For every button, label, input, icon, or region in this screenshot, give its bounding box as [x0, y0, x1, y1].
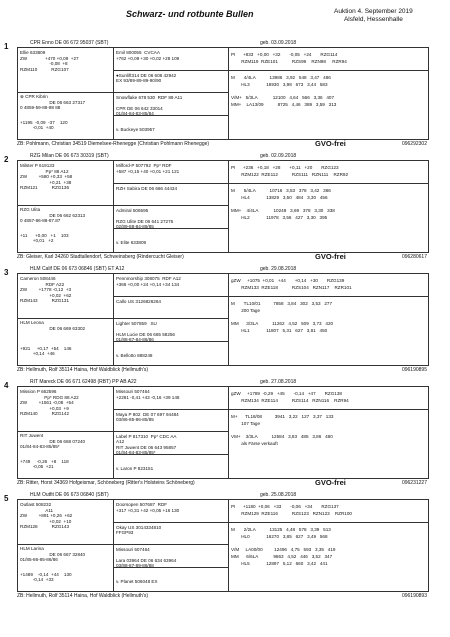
maternal-grand-sire: CPR DE 06 642 33014 01/84-84-83-85/84 — [116, 106, 163, 117]
dam-dam-details: DE 06 669 63302 — [20, 326, 86, 331]
sire-name: Missouri 507464 — [116, 389, 150, 394]
dam-performance: +1195 -0,09 -37 120 -0,01 +40 — [20, 120, 68, 131]
divider — [113, 431, 228, 432]
dam-dam-name: ⊗ CPR Kibrin — [20, 94, 48, 99]
performance-row: M+ TL18/08 3941 3,22 127 3,37 133 — [231, 414, 334, 419]
sire-sire: ●Sunlift314 DE 06 608 42942 EX 93/89-89-89-90/90 — [116, 73, 177, 84]
dam-breeding-values: ZW +470 +0,09 +27 -0,08 +8 RZM110 RZG107 — [20, 56, 79, 72]
performance-row: MM 6/6LA 9863 4,52 446 3,52 347 — [231, 554, 333, 559]
performance-row: 107 Tage — [231, 421, 261, 426]
dam-dam-details: DE 06 663 27317 0 4859-59-88-88 88 — [20, 100, 86, 111]
divider — [113, 544, 228, 545]
performance-row: M 5/4LA 10716 3,53 378 3,42 366 — [231, 188, 331, 193]
lot-number: 4 — [4, 381, 9, 390]
breeder: ZB: Hellmuth, Rolf 35114 Haina, Hof Waldblick (Hellmuth's) — [17, 593, 149, 599]
lot-code: 096292302 — [401, 141, 427, 147]
sire-name: Emil 800055 CVCAA — [116, 50, 160, 55]
sire-dam: Lighter 507859 SU — [116, 321, 157, 326]
dam-name: Milster P 619133 — [20, 163, 55, 168]
breeder: ZB: Hellmuth, Rolf 35114 Haina, Hof Waldblick (Hellmuth's) — [17, 367, 149, 373]
lot-footer — [17, 591, 427, 600]
dam-dam-name: RIT Juwent — [20, 433, 44, 438]
dam-breeding-values: Pp* RDG 88 A22 ZW +1561 -0,08 +54 +0,03 +9 RZM140 RZG142 — [20, 395, 79, 417]
dam-dam-name: RZG Ulita — [20, 207, 41, 212]
lot-number: 2 — [4, 155, 9, 164]
index-row: PI +1180 +0,06 +33 -0,06 +34 RZG137 — [231, 504, 339, 509]
bull-name: HLM Outfit DE 06 673 06840 (SBT) — [30, 492, 109, 498]
divider — [228, 48, 229, 139]
dam-name: Cameron 508446 — [20, 276, 56, 281]
dam-performance: +1489 -0,14 +44 130 -0,14 +33 — [20, 572, 72, 583]
gvo-badge: GVO-frei — [315, 252, 346, 261]
dam-name: Mission P 662596 — [20, 389, 57, 394]
index-row: PI +236 +0,18 +28 +0,11 +20 RZG123 — [231, 165, 339, 170]
index-row-2: RZM122 RZE112 RZS111 RZN111 RZR92 — [231, 172, 349, 177]
birth-date: geb. 02.09.2018 — [260, 153, 297, 159]
index-row: PI +833 +0,00 +32 -0,05 +24 RZG114 — [231, 52, 338, 57]
performance-row: MM+ 4/4LA 10248 3,69 378 3,30 338 — [231, 208, 335, 213]
sire-dam: Missouri 507464 — [116, 547, 150, 552]
lot-entry — [0, 264, 450, 376]
lot-number: 1 — [4, 42, 9, 51]
pedigree-grid — [17, 273, 429, 366]
bull-name: RZG Milan DE 06 673 30319 (SBT) — [30, 153, 109, 159]
index-row-2: RZM129 RZE116 RZS123 RZN123 RZR100 — [231, 511, 352, 516]
divider — [113, 274, 114, 365]
lot-entry — [0, 38, 450, 150]
index-row: gZW +1789 -0,29 +45 -0,14 +47 RZG138 — [231, 391, 342, 396]
sire-name: Doorsopen 507687 RDF — [116, 502, 168, 507]
gvo-badge: GVO-frei — [315, 478, 346, 487]
sire-breeding-values: +762 +0,09 +30 +0,02 +28 109 — [116, 56, 180, 61]
dam-performance: +921 +0,17 +54 146 +0,14 +46 — [20, 346, 72, 357]
lot-footer — [17, 252, 427, 261]
divider — [113, 92, 228, 93]
birth-date: geb. 25.08.2018 — [260, 492, 297, 498]
dam-performance: +11 +0,00 +1 103 +0,01 +2 — [20, 233, 69, 244]
maternal-grand-sire: RZG Ulite DE 06 641 27276 02/89-88-84-89/85 — [116, 219, 174, 230]
sire-dam: Admiral 506595 — [116, 208, 149, 213]
dam-dam-details: DE 06 667 32840 01/85-86-85-86/86 — [20, 552, 86, 563]
maternal-grand-sire-dam: v. Bellotto 888248 — [116, 353, 153, 358]
index-row-2: RZM134 RZE114 RZS114 RZN116 RZR94 — [231, 398, 349, 403]
index-row-2: RZM119 RZE101 RZS99 RZN98 RZR94 — [231, 59, 347, 64]
maternal-grand-sire-dam: v. Planet 506048 EX — [116, 579, 158, 584]
divider — [228, 522, 428, 523]
divider — [113, 522, 228, 523]
maternal-grand-sire-dam: v. Buckeye 503957 — [116, 127, 155, 132]
dam-performance: +749 -0,26 +8 118 -0,05 +21 — [20, 459, 69, 470]
maternal-grand-sire: HLM Lucie DE 06 665 58256 01/88-87-84-86/86 — [116, 332, 175, 343]
index-row-2: RZM133 RZE118 RZS104 RZN117 RZR101 — [231, 285, 352, 290]
divider — [18, 544, 113, 545]
divider — [228, 409, 428, 410]
performance-row: M TL10/01 7858 3,84 302 3,53 277 — [231, 301, 333, 306]
divider — [113, 500, 114, 591]
divider — [228, 500, 229, 591]
sire-breeding-values: +2281 -0,41 +43 -0,16 +39 148 — [116, 395, 180, 400]
sire-sire: Okay US 3014334810 FFGP93 — [116, 525, 162, 536]
divider — [113, 409, 228, 410]
pedigree-grid — [17, 499, 429, 592]
dam-name: Ellie 633809 — [20, 50, 46, 55]
lot-footer — [17, 478, 427, 487]
divider — [228, 183, 428, 184]
performance-row: HL4 13829 3,50 484 3,30 456 — [231, 195, 328, 200]
breeder: ZB: Pohlmann, Christian 34519 Diemelsee-Rhenegge (Christian Pohlmann Rhenegge) — [17, 141, 210, 147]
lot-number: 3 — [4, 268, 9, 277]
performance-row: V/M+ 5/3LA 12100 4,64 566 3,36 407 — [231, 95, 335, 100]
maternal-grand-sire: RIT Juwent DE 06 643 95857 01/84-84-83-85/85* — [116, 445, 177, 456]
divider — [113, 48, 114, 139]
divider — [113, 318, 228, 319]
sire-name: Milford-P 507792 Pp* RDF — [116, 163, 172, 168]
performance-row: V/M LA00/00 12496 4,75 593 3,35 419 — [231, 547, 336, 552]
lot-entry — [0, 151, 450, 263]
birth-date: geb. 27.08.2018 — [260, 379, 297, 385]
lot-code: 096280617 — [401, 254, 427, 260]
divider — [228, 274, 229, 365]
lot-entry — [0, 490, 450, 602]
divider — [18, 431, 113, 432]
pedigree-grid — [17, 160, 429, 253]
performance-row: HL2 11978 3,56 427 3,30 395 — [231, 215, 328, 220]
sire-sire: RZH Sabira DE 06 666 44434 — [116, 186, 178, 191]
performance-row: HL1 11807 5,31 627 3,81 450 — [231, 328, 328, 333]
divider — [228, 387, 229, 478]
dam-breeding-values: A11 ZW +891 +0,26 +62 +0,02 +10 RZM128 RZG143 — [20, 508, 73, 530]
performance-row: MM+ LA13/09 8725 4,46 389 3,59 313 — [231, 102, 337, 107]
performance-row: M 2/2LA 13125 4,48 578 3,39 513 — [231, 527, 331, 532]
lot-footer — [17, 365, 427, 374]
lot-code: 096231227 — [401, 480, 427, 486]
divider — [113, 387, 114, 478]
gvo-badge: GVO-frei — [315, 139, 346, 148]
maternal-grand-sire-dam: v. Laron P 823151 — [116, 466, 154, 471]
maternal-grand-sire: Lara 03964 DE 06 634 63964 03/88-87-89-86/88 — [116, 558, 177, 569]
divider — [113, 296, 228, 297]
birth-date: geb. 03.09.2018 — [260, 40, 297, 46]
breeder: ZB: Ritter, Horst 34369 Hofgeismar, Schöneberg (Ritter's Holsteins Schöneberg) — [17, 480, 195, 486]
auction-info — [334, 8, 413, 24]
divider — [113, 183, 228, 184]
divider — [113, 161, 114, 252]
dam-breeding-values: Pp* 88 A12 ZW +580 +0,33 +58 +0,21 +38 RZM121 RZG136 — [20, 169, 73, 191]
sire-breeding-values: +587 +0,15 +40 +0,01 +21 121 — [116, 169, 180, 174]
divider — [18, 205, 113, 206]
performance-row: VM+ 3/3LA 12584 3,83 485 3,86 480 — [231, 434, 333, 439]
lot-code: 096190895 — [401, 367, 427, 373]
dam-dam-name: HLM Larina — [20, 546, 44, 551]
lot-footer — [17, 139, 427, 148]
sire-name: Pennmorship 308075 RDF A12 — [116, 276, 181, 281]
catalog-title: Schwarz- und rotbunte Bullen — [126, 9, 254, 19]
lot-code: 096190893 — [401, 593, 427, 599]
divider — [18, 318, 113, 319]
divider — [228, 70, 428, 71]
pedigree-grid — [17, 386, 429, 479]
divider — [113, 205, 228, 206]
performance-row: M 4/4LA 13986 3,92 548 3,47 486 — [231, 75, 331, 80]
dam-dam-name: HLM Leona — [20, 320, 44, 325]
dam-dam-details: DE 06 662 62313 0 4857-86-88-87.87 — [20, 213, 86, 224]
dam-dam-details: DE 06 668 07240 01/84-84-83-85/85* — [20, 439, 86, 450]
divider — [228, 296, 428, 297]
performance-row: HL3 16930 3,98 673 3,44 583 — [231, 82, 328, 87]
breeder: ZB: Gleiser, Karl 34260 Stadtallendorf, Schweinsberg (Rindercucht Gleiser) — [17, 254, 184, 260]
performance-row: HL0 16270 3,85 627 3,49 568 — [231, 534, 328, 539]
bull-name: RIT Mareck DE 06 671 62498 (RBT) PP AB A22 — [30, 379, 137, 385]
sire-breeding-values: +366 +0,00 +24 +0,14 +34 134 — [116, 282, 180, 287]
auction-place: Alsfeld, Hessenhalle — [343, 16, 403, 23]
sire-sire: Maya P 802 DE 07 697 94484 03/86-85-86-85/85 — [116, 412, 179, 423]
lot-number: 5 — [4, 494, 9, 503]
index-row: gZW +1075 +0,01 +44 +0,14 +30 RZG139 — [231, 278, 345, 283]
performance-row: 200 Tage — [231, 308, 261, 313]
bull-name: HLM Calif DE 06 673 06846 (SBT) ET A12 — [30, 266, 125, 272]
sire-dam: Snowflake 678 530 RDF 89 A11 — [116, 95, 183, 100]
performance-row: als Färse verkauft — [231, 441, 278, 446]
divider — [18, 92, 113, 93]
birth-date: geb. 29.08.2018 — [260, 266, 297, 272]
maternal-grand-sire-dam: v. Elite 633809 — [116, 240, 147, 245]
divider — [228, 161, 229, 252]
bull-name: CPR Enno DE 06 672 95037 (SBT) — [30, 40, 109, 46]
pedigree-grid — [17, 47, 429, 140]
performance-row: MM 3/3LA 11262 4,52 509 3,73 420 — [231, 321, 334, 326]
sire-sire: Callo US 3126826264 — [116, 299, 161, 304]
lot-entry — [0, 377, 450, 489]
performance-row: HL5 12897 5,12 660 3,42 441 — [231, 561, 328, 566]
sire-dam: Label P 817310 Pp* CDC AA A12 — [116, 434, 177, 445]
auction-date: Auktion 4. September 2019 — [334, 8, 413, 15]
dam-name: Outlast 508232 — [20, 502, 52, 507]
divider — [113, 70, 228, 71]
sire-breeding-values: +317 +0,31 +42 +0,05 +16 130 — [116, 508, 180, 513]
dam-breeding-values: RDF A22 ZW +1778 -0,12 +3 +0,02 +62 RZM143 RZG131 — [20, 282, 72, 304]
